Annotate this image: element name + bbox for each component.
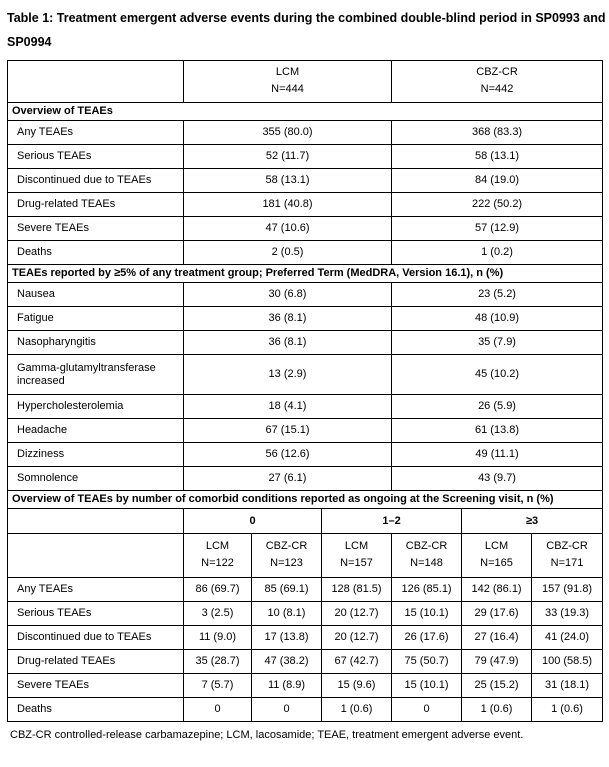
cell-value: 56 (12.6) (184, 443, 392, 467)
cell-value: 3 (2.5) (184, 602, 252, 626)
cell-value: 35 (28.7) (184, 650, 252, 674)
table-title: Table 1: Treatment emergent adverse events during the combined double-blind period in SP0993 and SP0994 (7, 11, 606, 49)
table-row (8, 307, 603, 331)
subheader-n: N=123 (270, 557, 303, 569)
group-ge3-label: ≥3 (462, 509, 603, 534)
subheader-cell (392, 534, 462, 578)
row-label: Discontinued due to TEAEs (8, 169, 184, 193)
cell-value: 45 (10.2) (392, 355, 603, 395)
subheader-n: N=122 (201, 557, 234, 569)
cell-value: 0 (184, 698, 252, 722)
subheader-n: N=157 (340, 557, 373, 569)
cell-value: 15 (10.1) (392, 674, 462, 698)
subheader-n: N=171 (550, 557, 584, 569)
table-row (8, 674, 603, 698)
subheader-n: N=165 (480, 557, 513, 569)
table-row (8, 467, 603, 491)
cell-value: 41 (24.0) (532, 626, 603, 650)
cell-value: 48 (10.9) (392, 307, 603, 331)
cell-value: 7 (5.7) (184, 674, 252, 698)
table-row (8, 145, 603, 169)
cell-value: 1 (0.6) (322, 698, 392, 722)
cell-value: 25 (15.2) (462, 674, 532, 698)
row-label: Headache (8, 419, 184, 443)
cell-value: 181 (40.8) (184, 193, 392, 217)
cell-value: 100 (58.5) (532, 650, 603, 674)
subheader-cell (462, 534, 532, 578)
section-header-preferred-term (8, 265, 603, 283)
cell-value: 18 (4.1) (184, 395, 392, 419)
header-cbz-n: N=442 (480, 83, 514, 95)
cell-value: 355 (80.0) (184, 121, 392, 145)
cell-value: 368 (83.3) (392, 121, 603, 145)
row-label: Dizziness (8, 443, 184, 467)
cell-value: 33 (19.3) (532, 602, 603, 626)
cell-value: 1 (0.2) (392, 241, 603, 265)
cell-value: 142 (86.1) (462, 578, 532, 602)
cell-value: 1 (0.6) (532, 698, 603, 722)
subheader-drug: LCM (484, 540, 509, 552)
cell-value: 10 (8.1) (252, 602, 322, 626)
table-row (8, 602, 603, 626)
cell-value: 85 (69.1) (252, 578, 322, 602)
header-empty-cell (8, 61, 184, 103)
row-label: Discontinued due to TEAEs (8, 626, 184, 650)
cell-value: 36 (8.1) (184, 307, 392, 331)
subheader-drug: CBZ-CR (265, 540, 308, 552)
cell-value: 26 (5.9) (392, 395, 603, 419)
table-row (8, 626, 603, 650)
subheader-empty-cell (8, 534, 184, 578)
section-header-overview-label: Overview of TEAEs (8, 103, 603, 121)
cell-value: 15 (9.6) (322, 674, 392, 698)
subheader-drug: LCM (205, 540, 230, 552)
header-lcm-n: N=444 (271, 83, 304, 95)
row-label: Nausea (8, 283, 184, 307)
cell-value: 0 (392, 698, 462, 722)
section-header-preferred-term-label: TEAEs reported by ≥5% of any treatment group; Preferred Term (MedDRA, Version 16.1), n (%) (8, 265, 603, 283)
cell-value: 35 (7.9) (392, 331, 603, 355)
row-label: Serious TEAEs (8, 602, 184, 626)
cell-value: 79 (47.9) (462, 650, 532, 674)
cell-value: 29 (17.6) (462, 602, 532, 626)
cell-value: 86 (69.7) (184, 578, 252, 602)
table-row (8, 578, 603, 602)
cell-value: 0 (252, 698, 322, 722)
comorbid-subheader-row (8, 534, 603, 578)
row-label: Serious TEAEs (8, 145, 184, 169)
table-row (8, 419, 603, 443)
main-header-row (8, 61, 603, 103)
table-row (8, 331, 603, 355)
cell-value: 61 (13.8) (392, 419, 603, 443)
table-row (8, 121, 603, 145)
table-footnote: CBZ-CR controlled-release carbamazepine; LCM, lacosamide; TEAE, treatment emergent adverse event. (10, 729, 524, 741)
cell-value: 20 (12.7) (322, 602, 392, 626)
row-label: Gamma-glutamyltransferase increased (8, 355, 184, 395)
cell-value: 11 (8.9) (252, 674, 322, 698)
subheader-cell (184, 534, 252, 578)
row-label: Fatigue (8, 307, 184, 331)
header-lcm-drug: LCM (275, 66, 300, 78)
row-label: Any TEAEs (8, 121, 184, 145)
cell-value: 126 (85.1) (392, 578, 462, 602)
subheader-drug: CBZ-CR (405, 540, 448, 552)
row-label: Drug-related TEAEs (8, 193, 184, 217)
cell-value: 47 (38.2) (252, 650, 322, 674)
cell-value: 36 (8.1) (184, 331, 392, 355)
row-label: Severe TEAEs (8, 674, 184, 698)
header-cbz-drug: CBZ-CR (476, 66, 518, 78)
cell-value: 23 (5.2) (392, 283, 603, 307)
cell-value: 20 (12.7) (322, 626, 392, 650)
cell-value: 26 (17.6) (392, 626, 462, 650)
cell-value: 75 (50.7) (392, 650, 462, 674)
cell-value: 67 (15.1) (184, 419, 392, 443)
group-1-2-label: 1–2 (322, 509, 462, 534)
cell-value: 58 (13.1) (392, 145, 603, 169)
subheader-cell (532, 534, 603, 578)
row-label: Severe TEAEs (8, 217, 184, 241)
cell-value: 11 (9.0) (184, 626, 252, 650)
cell-value: 27 (16.4) (462, 626, 532, 650)
row-label: Hypercholesterolemia (8, 395, 184, 419)
cell-value: 31 (18.1) (532, 674, 603, 698)
row-label: Any TEAEs (8, 578, 184, 602)
cell-value: 27 (6.1) (184, 467, 392, 491)
table-row (8, 193, 603, 217)
cell-value: 49 (11.1) (392, 443, 603, 467)
adverse-events-table (7, 60, 603, 722)
table-row (8, 698, 603, 722)
subheader-drug: LCM (344, 540, 369, 552)
row-label: Deaths (8, 698, 184, 722)
cell-value: 43 (9.7) (392, 467, 603, 491)
table-row (8, 241, 603, 265)
cell-value: 128 (81.5) (322, 578, 392, 602)
row-label: Nasopharyngitis (8, 331, 184, 355)
subheader-cell (252, 534, 322, 578)
cell-value: 30 (6.8) (184, 283, 392, 307)
cell-value: 222 (50.2) (392, 193, 603, 217)
table-row (8, 395, 603, 419)
section-header-comorbid (8, 491, 603, 509)
comorbid-group-row (8, 509, 603, 534)
cell-value: 57 (12.9) (392, 217, 603, 241)
cell-value: 17 (13.8) (252, 626, 322, 650)
table-row (8, 443, 603, 467)
cell-value: 2 (0.5) (184, 241, 392, 265)
cell-value: 13 (2.9) (184, 355, 392, 395)
section-header-overview (8, 103, 603, 121)
header-cbz-cell (392, 61, 603, 103)
table-row (8, 355, 603, 395)
cell-value: 157 (91.8) (532, 578, 603, 602)
cell-value: 15 (10.1) (392, 602, 462, 626)
table-row (8, 169, 603, 193)
row-label: Drug-related TEAEs (8, 650, 184, 674)
subheader-cell (322, 534, 392, 578)
subheader-n: N=148 (410, 557, 443, 569)
subheader-drug: CBZ-CR (546, 540, 588, 552)
section-header-comorbid-label: Overview of TEAEs by number of comorbid conditions reported as ongoing at the Screening visit, n (%) (8, 491, 603, 509)
cell-value: 84 (19.0) (392, 169, 603, 193)
group-0-label: 0 (184, 509, 322, 534)
table-row (8, 650, 603, 674)
cell-value: 58 (13.1) (184, 169, 392, 193)
cell-value: 52 (11.7) (184, 145, 392, 169)
cell-value: 1 (0.6) (462, 698, 532, 722)
row-label: Deaths (8, 241, 184, 265)
table-row (8, 217, 603, 241)
group-empty-cell (8, 509, 184, 534)
cell-value: 47 (10.6) (184, 217, 392, 241)
row-label: Somnolence (8, 467, 184, 491)
cell-value: 67 (42.7) (322, 650, 392, 674)
table-row (8, 283, 603, 307)
header-lcm-cell (184, 61, 392, 103)
